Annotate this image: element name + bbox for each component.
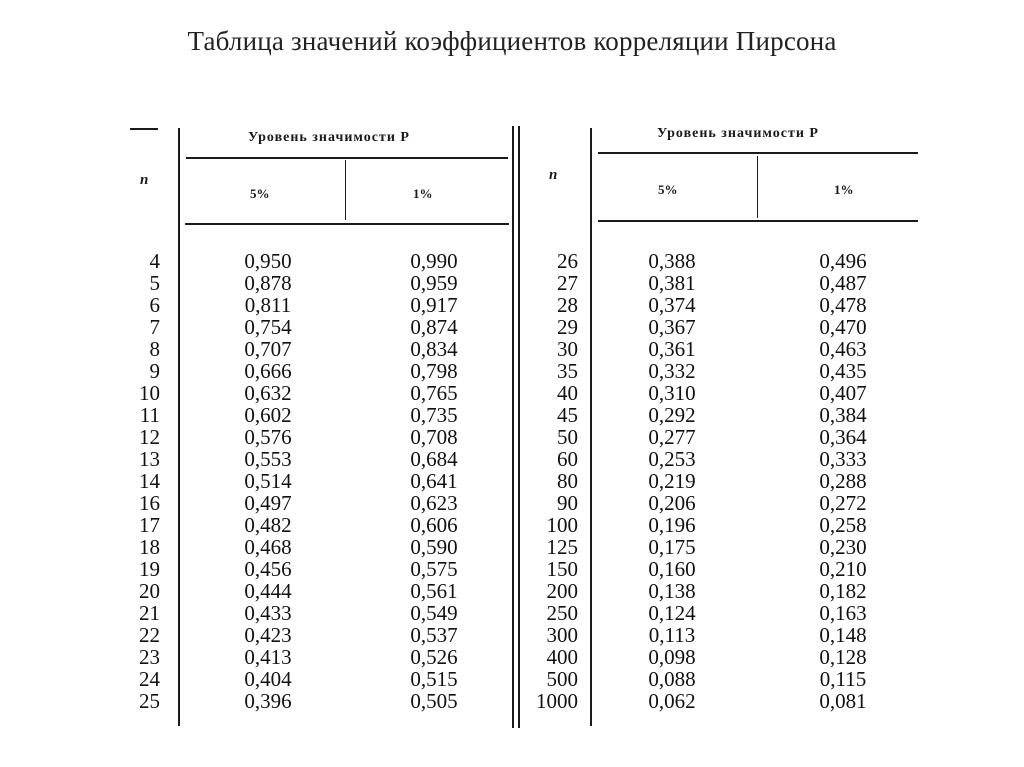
- right-5pct-cell: 0,277: [648, 425, 696, 449]
- right-1pct-cell: 0,115: [819, 667, 867, 691]
- right-1pct-cell: 0,407: [819, 381, 867, 405]
- right-n-cell: 200: [546, 579, 578, 603]
- left-5pct-cell: 0,576: [244, 425, 292, 449]
- right-5pct-cell: 0,361: [648, 337, 696, 361]
- left-1pct-cell: 0,874: [410, 315, 458, 339]
- right-header-bottom-line: [598, 220, 918, 222]
- right-5pct-cell: 0,367: [648, 315, 696, 339]
- right-1pct-cell: 0,435: [819, 359, 867, 383]
- left-n-cell: 21: [139, 601, 160, 625]
- left-n-cell: 19: [139, 557, 160, 581]
- left-n-cell: 23: [139, 645, 160, 669]
- left-5pct-cell: 0,514: [244, 469, 292, 493]
- left-5pct-cell: 0,444: [244, 579, 292, 603]
- left-1pct-cell: 0,590: [410, 535, 458, 559]
- right-1pct-cell: 0,081: [819, 689, 867, 713]
- left-n-cell: 7: [149, 315, 160, 339]
- right-n-cell: 29: [557, 315, 578, 339]
- left-1pct-cell: 0,798: [410, 359, 458, 383]
- left-1pct-cell: 0,549: [410, 601, 458, 625]
- right-n-cell: 300: [546, 623, 578, 647]
- right-n-cell: 60: [557, 447, 578, 471]
- left-level-header: Уровень значимости P: [248, 130, 410, 145]
- left-5pct-cell: 0,707: [244, 337, 292, 361]
- right-5pct-cell: 0,310: [648, 381, 696, 405]
- right-1pct-cell: 0,128: [819, 645, 867, 669]
- left-1pct-cell: 0,505: [410, 689, 458, 713]
- left-subcolumn-divider: [345, 160, 346, 220]
- right-n-column: [520, 250, 578, 712]
- left-5pct-cell: 0,602: [244, 403, 292, 427]
- right-n-cell: 400: [546, 645, 578, 669]
- right-5pct-cell: 0,175: [648, 535, 696, 559]
- left-n-cell: 6: [149, 293, 160, 317]
- right-n-cell: 45: [557, 403, 578, 427]
- left-1pct-cell: 0,575: [410, 557, 458, 581]
- left-5pct-cell: 0,950: [244, 249, 292, 273]
- right-n-cell: 40: [557, 381, 578, 405]
- right-n-cell: 100: [546, 513, 578, 537]
- left-n-cell: 17: [139, 513, 160, 537]
- left-n-cell: 24: [139, 667, 160, 691]
- left-5pct-cell: 0,396: [244, 689, 292, 713]
- left-n-header: n: [140, 172, 149, 188]
- left-n-cell: 25: [139, 689, 160, 713]
- left-5pct-cell: 0,666: [244, 359, 292, 383]
- left-1pct-cell: 0,990: [410, 249, 458, 273]
- right-5pct-cell: 0,388: [648, 249, 696, 273]
- right-5pct-cell: 0,113: [648, 623, 696, 647]
- left-1pct-cell: 0,537: [410, 623, 458, 647]
- right-n-cell: 28: [557, 293, 578, 317]
- left-n-cell: 18: [139, 535, 160, 559]
- right-n-cell: 150: [546, 557, 578, 581]
- right-1pct-column: [803, 250, 883, 712]
- left-n-cell: 12: [139, 425, 160, 449]
- left-1pct-cell: 0,641: [410, 469, 458, 493]
- left-1pct-cell: 0,765: [410, 381, 458, 405]
- left-5pct-cell: 0,404: [244, 667, 292, 691]
- right-1pct-cell: 0,384: [819, 403, 867, 427]
- left-1pct-cell: 0,623: [410, 491, 458, 515]
- right-n-cell: 90: [557, 491, 578, 515]
- left-n-cell: 13: [139, 447, 160, 471]
- left-1pct-cell: 0,735: [410, 403, 458, 427]
- right-1pct-cell: 0,470: [819, 315, 867, 339]
- right-1pct-cell: 0,487: [819, 271, 867, 295]
- right-1pct-cell: 0,210: [819, 557, 867, 581]
- right-vertical-divider: [590, 128, 592, 726]
- right-5pct-cell: 0,160: [648, 557, 696, 581]
- center-double-line-a: [512, 126, 514, 728]
- left-n-cell: 9: [149, 359, 160, 383]
- right-1pct-cell: 0,230: [819, 535, 867, 559]
- right-1pct-header: 1%: [834, 182, 854, 197]
- right-5pct-cell: 0,374: [648, 293, 696, 317]
- right-1pct-cell: 0,463: [819, 337, 867, 361]
- right-5pct-cell: 0,332: [648, 359, 696, 383]
- left-n-cell: 22: [139, 623, 160, 647]
- table-top-short-line: [130, 128, 158, 130]
- right-subcolumn-divider: [757, 156, 758, 218]
- right-1pct-cell: 0,333: [819, 447, 867, 471]
- right-5pct-column: [632, 250, 712, 712]
- right-1pct-cell: 0,272: [819, 491, 867, 515]
- left-1pct-cell: 0,526: [410, 645, 458, 669]
- right-5pct-cell: 0,098: [648, 645, 696, 669]
- left-5pct-cell: 0,413: [244, 645, 292, 669]
- right-n-cell: 250: [546, 601, 578, 625]
- right-level-header: Уровень значимости P: [657, 126, 819, 141]
- left-5pct-cell: 0,811: [244, 293, 292, 317]
- right-1pct-cell: 0,478: [819, 293, 867, 317]
- right-5pct-cell: 0,088: [648, 667, 696, 691]
- left-5pct-cell: 0,497: [244, 491, 292, 515]
- right-n-cell: 35: [557, 359, 578, 383]
- right-5pct-cell: 0,138: [648, 579, 696, 603]
- left-1pct-cell: 0,708: [410, 425, 458, 449]
- left-1pct-cell: 0,959: [410, 271, 458, 295]
- left-n-cell: 5: [149, 271, 160, 295]
- right-5pct-cell: 0,062: [648, 689, 696, 713]
- left-5pct-cell: 0,553: [244, 447, 292, 471]
- left-n-cell: 4: [149, 249, 160, 273]
- left-1pct-cell: 0,606: [410, 513, 458, 537]
- right-n-header: n: [549, 167, 558, 183]
- left-5pct-header: 5%: [250, 186, 270, 201]
- right-1pct-cell: 0,148: [819, 623, 867, 647]
- right-1pct-cell: 0,258: [819, 513, 867, 537]
- left-n-cell: 16: [139, 491, 160, 515]
- left-header-underline: [186, 157, 508, 159]
- left-1pct-cell: 0,561: [410, 579, 458, 603]
- page-title: Таблица значений коэффициентов корреляции Пирсона: [187, 26, 837, 56]
- left-5pct-cell: 0,433: [244, 601, 292, 625]
- left-5pct-cell: 0,456: [244, 557, 292, 581]
- left-1pct-header: 1%: [413, 186, 433, 201]
- left-5pct-cell: 0,754: [244, 315, 292, 339]
- left-1pct-column: [394, 250, 474, 712]
- left-1pct-cell: 0,917: [410, 293, 458, 317]
- right-n-cell: 80: [557, 469, 578, 493]
- left-5pct-cell: 0,468: [244, 535, 292, 559]
- right-5pct-cell: 0,124: [648, 601, 696, 625]
- right-1pct-cell: 0,288: [819, 469, 867, 493]
- left-n-cell: 20: [139, 579, 160, 603]
- left-n-cell: 10: [139, 381, 160, 405]
- right-1pct-cell: 0,496: [819, 249, 867, 273]
- left-n-column: [120, 250, 160, 712]
- left-1pct-cell: 0,684: [410, 447, 458, 471]
- left-5pct-cell: 0,482: [244, 513, 292, 537]
- right-n-cell: 26: [557, 249, 578, 273]
- right-1pct-cell: 0,364: [819, 425, 867, 449]
- right-n-cell: 1000: [536, 689, 578, 713]
- right-5pct-cell: 0,206: [648, 491, 696, 515]
- left-header-bottom-line: [185, 223, 509, 225]
- left-5pct-cell: 0,632: [244, 381, 292, 405]
- left-1pct-cell: 0,515: [410, 667, 458, 691]
- right-n-cell: 30: [557, 337, 578, 361]
- left-vertical-divider: [178, 128, 180, 726]
- left-5pct-cell: 0,423: [244, 623, 292, 647]
- right-n-cell: 500: [546, 667, 578, 691]
- right-5pct-cell: 0,219: [648, 469, 696, 493]
- left-5pct-column: [228, 250, 308, 712]
- left-n-cell: 8: [149, 337, 160, 361]
- right-5pct-cell: 0,196: [648, 513, 696, 537]
- right-n-cell: 125: [546, 535, 578, 559]
- right-1pct-cell: 0,163: [819, 601, 867, 625]
- right-header-underline: [598, 152, 918, 154]
- right-5pct-cell: 0,292: [648, 403, 696, 427]
- right-5pct-header: 5%: [658, 182, 678, 197]
- left-5pct-cell: 0,878: [244, 271, 292, 295]
- right-5pct-cell: 0,381: [648, 271, 696, 295]
- left-1pct-cell: 0,834: [410, 337, 458, 361]
- right-1pct-cell: 0,182: [819, 579, 867, 603]
- right-5pct-cell: 0,253: [648, 447, 696, 471]
- left-n-cell: 11: [139, 403, 160, 427]
- right-n-cell: 50: [557, 425, 578, 449]
- left-n-cell: 14: [139, 469, 160, 493]
- right-n-cell: 27: [557, 271, 578, 295]
